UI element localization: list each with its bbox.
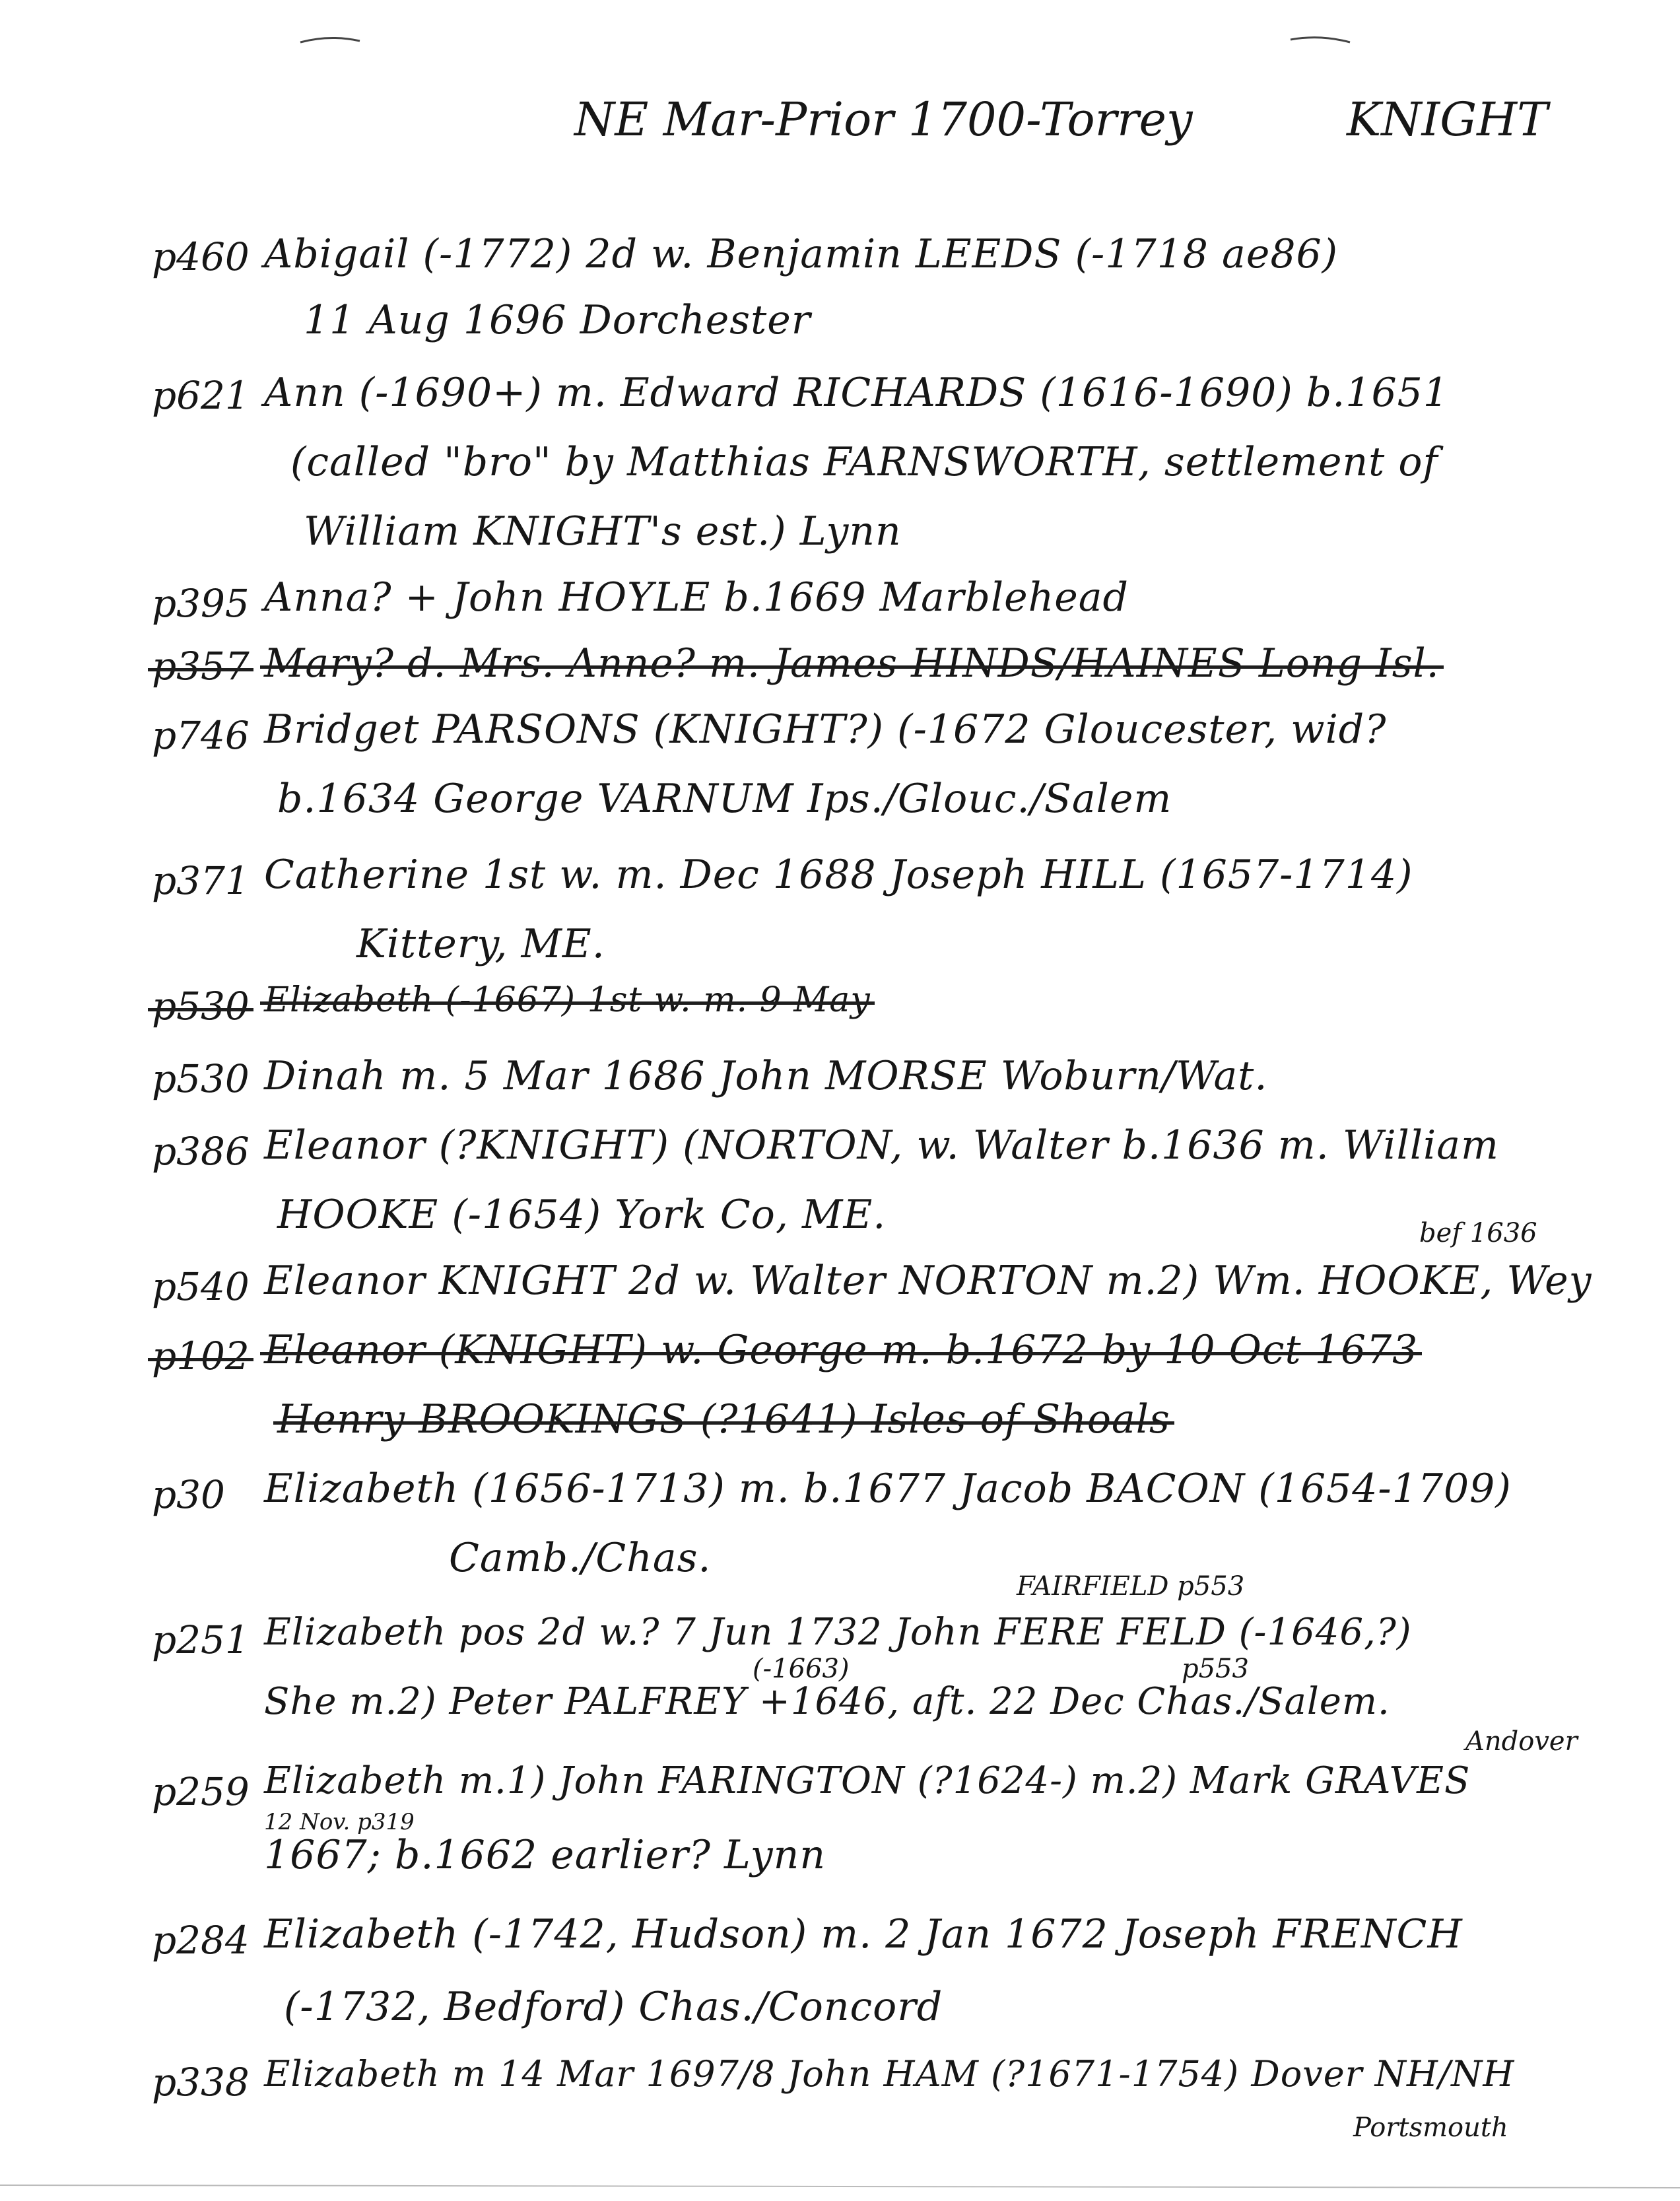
page-ref: p259 [152, 1769, 250, 1814]
surname-heading: KNIGHT [1347, 92, 1548, 147]
entry-line: Eleanor (?KNIGHT) (NORTON, w. Walter b.1636 m. William [264, 1122, 1499, 1168]
entry-line: Elizabeth m.1) John FARINGTON (?1624-) m.2) Mark GRAVES [264, 1759, 1471, 1802]
entry-line: Dinah m. 5 Mar 1686 John MORSE Woburn/Wat. [264, 1053, 1268, 1099]
page-ref: p30 [152, 1472, 225, 1517]
page-ref: p395 [152, 581, 250, 626]
page-ref-struck: p357 [152, 644, 250, 689]
scan-bottom-line [0, 2179, 1680, 2192]
page-ref-struck: p102 [152, 1334, 250, 1378]
scan-corner-mark-left [297, 33, 363, 46]
inline-note: 12 Nov. p319 [264, 1809, 415, 1835]
scan-corner-mark-right [1287, 33, 1353, 46]
superscript-note: Andover [1465, 1726, 1578, 1757]
page-ref: p621 [152, 373, 250, 418]
entry-line: Kittery, ME. [356, 921, 605, 967]
source-heading: NE Mar-Prior 1700-Torrey [574, 92, 1193, 147]
entry-line: Catherine 1st w. m. Dec 1688 Joseph HILL (1657-1714) [264, 852, 1413, 898]
page-ref: p460 [152, 234, 250, 279]
entry-line: She m.2) Peter PALFREY +1646, aft. 22 Dec Chas./Salem. [264, 1680, 1390, 1723]
entry-line: 11 Aug 1696 Dorchester [304, 297, 811, 343]
entry-line: Eleanor KNIGHT 2d w. Walter NORTON m.2) Wm. HOOKE, Wey [264, 1258, 1592, 1304]
entry-line: b.1634 George VARNUM Ips./Glouc./Salem [277, 776, 1172, 822]
entry-line: Camb./Chas. [449, 1535, 712, 1581]
superscript-note: bef 1636 [1419, 1218, 1537, 1248]
page-ref-struck: p530 [152, 984, 250, 1029]
page-ref: p251 [152, 1617, 250, 1662]
entry-line: Elizabeth (1656-1713) m. b.1677 Jacob BACON (1654-1709) [264, 1466, 1512, 1512]
entry-line-struck: Elizabeth (-1667) 1st w. m. 9 May [264, 980, 871, 1020]
page-ref: p371 [152, 858, 250, 903]
inline-note: p553 [1182, 1654, 1249, 1684]
entry-line: Abigail (-1772) 2d w. Benjamin LEEDS (-1718 ae86) [264, 231, 1339, 277]
page-ref: p284 [152, 1918, 250, 1963]
entry-line: (-1732, Bedford) Chas./Concord [284, 1984, 943, 2030]
entry-line: HOOKE (-1654) York Co, ME. [277, 1192, 887, 1238]
page-ref: p540 [152, 1264, 250, 1309]
entry-line-struck: Eleanor (KNIGHT) w. George m. b.1672 by 10 Oct 1673 [264, 1327, 1419, 1373]
entry-line-struck: Henry BROOKINGS (?1641) Isles of Shoals [277, 1396, 1170, 1442]
inline-note: (-1663) [753, 1654, 850, 1684]
entry-line: Ann (-1690+) m. Edward RICHARDS (1616-1690) b.1651 [264, 370, 1449, 416]
entry-line: Bridget PARSONS (KNIGHT?) (-1672 Gloucester, wid? [264, 706, 1387, 753]
entry-line: (called "bro" by Matthias FARNSWORTH, settlement of [290, 439, 1438, 485]
entry-line: William KNIGHT's est.) Lynn [304, 508, 902, 555]
entry-line: Portsmouth [1353, 2113, 1508, 2143]
entry-line: 1667; b.1662 earlier? Lynn [264, 1832, 826, 1878]
entry-line: Anna? + John HOYLE b.1669 Marblehead [264, 574, 1129, 621]
page-ref: p386 [152, 1129, 250, 1174]
page-ref: p746 [152, 713, 250, 758]
superscript-note: FAIRFIELD p553 [1017, 1571, 1245, 1602]
page-ref: p338 [152, 2060, 250, 2105]
entry-line: Elizabeth m 14 Mar 1697/8 John HAM (?1671-1754) Dover NH/NH [264, 2053, 1515, 2095]
entry-line: Elizabeth pos 2d w.? 7 Jun 1732 John FERE FELD (-1646,?) [264, 1611, 1412, 1654]
page-ref: p530 [152, 1056, 250, 1101]
entry-line-struck: Mary? d. Mrs. Anne? m. James HINDS/HAINES Long Isl. [264, 640, 1440, 687]
entry-line: Elizabeth (-1742, Hudson) m. 2 Jan 1672 Joseph FRENCH [264, 1911, 1463, 1957]
